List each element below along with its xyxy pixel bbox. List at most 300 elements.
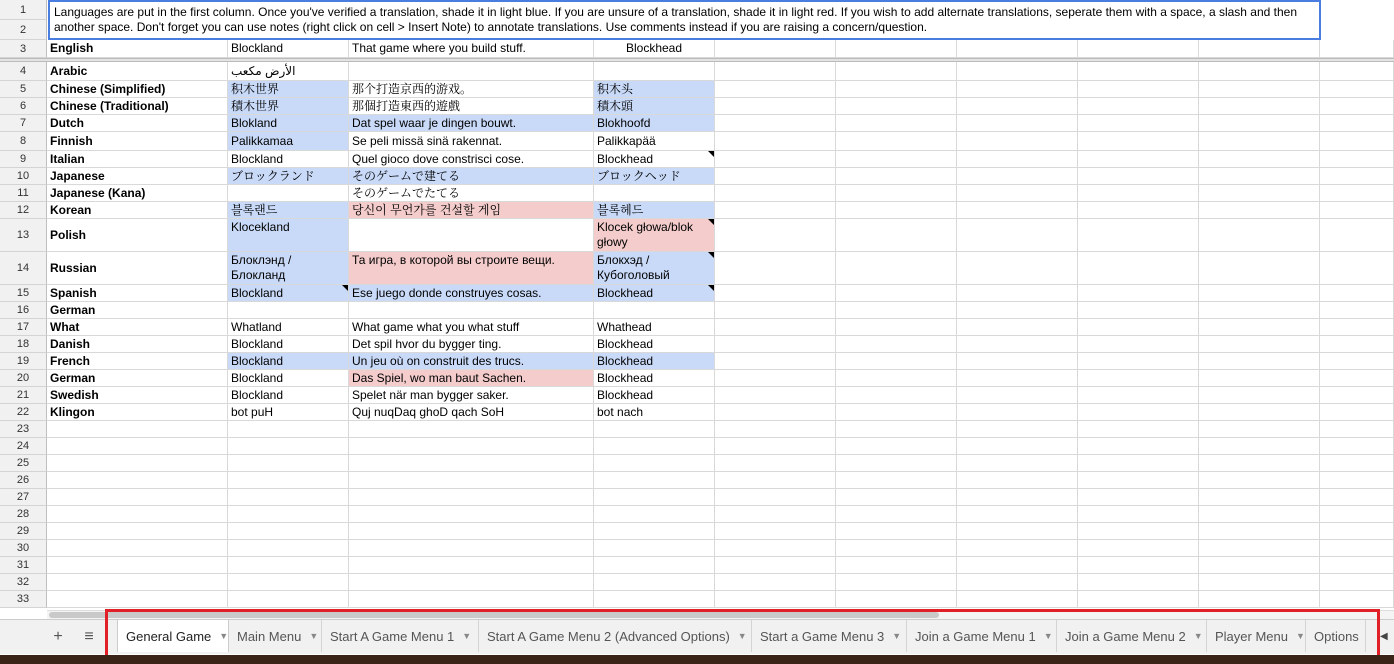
grid-cell[interactable] [715,40,836,58]
grid-cell[interactable] [957,387,1078,404]
grid-cell[interactable] [1320,185,1394,202]
grid-cell[interactable] [836,353,957,370]
row-header[interactable]: 33 [0,591,47,608]
grid-cell[interactable] [1320,98,1394,115]
grid-cell[interactable] [1320,557,1394,574]
game-name-cell[interactable]: Blockland [228,353,349,370]
grid-cell[interactable] [1199,336,1320,353]
grid-cell[interactable] [1199,168,1320,185]
grid-cell[interactable] [47,591,228,608]
row-header[interactable]: 31 [0,557,47,574]
language-cell[interactable]: Russian [47,252,228,285]
game-name-cell[interactable] [228,302,349,319]
description-cell[interactable]: Quel gioco dove constrisci cose. [349,151,594,168]
grid-cell[interactable] [1320,387,1394,404]
grid-cell[interactable] [957,506,1078,523]
row-header[interactable]: 28 [0,506,47,523]
description-cell[interactable]: 那个打造京西的游戏。 [349,81,594,98]
grid-cell[interactable] [836,370,957,387]
grid-cell[interactable] [957,540,1078,557]
tab-menu-chevron-down-icon[interactable]: ▼ [1193,631,1203,641]
grid-cell[interactable] [349,506,594,523]
grid-cell[interactable] [1320,40,1394,58]
grid-cell[interactable] [1078,252,1199,285]
language-cell[interactable]: Chinese (Traditional) [47,98,228,115]
row-header[interactable]: 15 [0,285,47,302]
tab-menu-chevron-down-icon[interactable]: ▼ [219,631,229,641]
game-name-cell[interactable]: bot puH [228,404,349,421]
grid-cell[interactable] [1320,285,1394,302]
grid-cell[interactable] [594,506,715,523]
language-cell[interactable]: German [47,370,228,387]
row-header[interactable]: 5 [0,81,47,98]
grid-cell[interactable] [1199,574,1320,591]
grid-cell[interactable] [957,455,1078,472]
grid-cell[interactable] [228,591,349,608]
grid-cell[interactable] [228,540,349,557]
player-name-cell[interactable]: Blockhead [594,353,715,370]
grid-cell[interactable] [957,472,1078,489]
grid-cell[interactable] [957,319,1078,336]
player-name-cell[interactable]: 積木頭 [594,98,715,115]
grid-cell[interactable] [1078,489,1199,506]
grid-cell[interactable] [715,353,836,370]
game-name-cell[interactable]: الأرض مكعب [228,62,349,81]
player-name-cell[interactable]: Blockhead [594,336,715,353]
add-sheet-icon[interactable]: + [53,628,63,645]
row-header[interactable]: 1 [0,0,47,20]
grid-cell[interactable] [715,252,836,285]
row-header[interactable]: 2 [0,20,47,40]
grid-cell[interactable] [1199,40,1320,58]
player-name-cell[interactable]: Blockhead [594,151,715,168]
grid-cell[interactable] [957,202,1078,219]
grid-cell[interactable] [715,421,836,438]
sheet-tab[interactable] [752,620,907,652]
grid-cell[interactable] [1199,506,1320,523]
grid-cell[interactable] [594,591,715,608]
grid-cell[interactable] [1320,219,1394,252]
grid-cell[interactable] [715,62,836,81]
row-header[interactable]: 23 [0,421,47,438]
game-name-cell[interactable]: Whatland [228,319,349,336]
game-name-cell[interactable]: Blockland [228,387,349,404]
row-header[interactable]: 21 [0,387,47,404]
grid-cell[interactable] [349,421,594,438]
description-cell[interactable]: Dat spel waar je dingen bouwt. [349,115,594,132]
grid-cell[interactable] [836,404,957,421]
instructions-banner[interactable]: Languages are put in the first column. Once you've verified a translation, shade it in light blue. If you are unsure of a translation, shade it in light red. If you wish to add alternate translations, seperate them with a space, a slash and then another space. Don't forget you can use notes (right click on cell > Insert Note) to annotate translations. Use comments instead if you are raising a concern/question. [48,0,1321,40]
row-header[interactable]: 16 [0,302,47,319]
row-header[interactable]: 22 [0,404,47,421]
grid-cell[interactable] [1320,370,1394,387]
grid-cell[interactable] [1320,591,1394,608]
grid-cell[interactable] [1320,523,1394,540]
grid-cell[interactable] [1320,62,1394,81]
grid-cell[interactable] [1199,387,1320,404]
language-cell[interactable]: English [47,40,228,58]
grid-cell[interactable] [594,557,715,574]
row-header[interactable]: 32 [0,574,47,591]
description-cell[interactable]: What game what you what stuff [349,319,594,336]
grid-cell[interactable] [836,455,957,472]
grid-cell[interactable] [836,523,957,540]
grid-cell[interactable] [957,591,1078,608]
grid-cell[interactable] [349,540,594,557]
sheet-tab[interactable] [229,620,322,652]
game-name-cell[interactable]: Klocekland [228,219,349,252]
grid-cell[interactable] [228,489,349,506]
grid-cell[interactable] [957,438,1078,455]
grid-cell[interactable] [1078,185,1199,202]
grid-cell[interactable] [1078,319,1199,336]
grid-cell[interactable] [228,506,349,523]
game-name-cell[interactable]: Blokland [228,115,349,132]
grid-cell[interactable] [715,557,836,574]
language-cell[interactable]: Swedish [47,387,228,404]
grid-cell[interactable] [1078,506,1199,523]
grid-cell[interactable] [715,168,836,185]
grid-cell[interactable] [1199,523,1320,540]
tab-menu-chevron-down-icon[interactable]: ▼ [1295,631,1305,641]
grid-cell[interactable] [228,472,349,489]
grid-cell[interactable] [1078,387,1199,404]
player-name-cell[interactable]: Blockhead [594,370,715,387]
grid-cell[interactable] [715,285,836,302]
grid-cell[interactable] [715,98,836,115]
all-sheets-icon[interactable]: ≡ [84,628,94,645]
grid-cell[interactable] [228,557,349,574]
grid-cell[interactable] [715,574,836,591]
description-cell[interactable] [349,219,594,252]
grid-cell[interactable] [1078,421,1199,438]
grid-cell[interactable] [836,302,957,319]
grid-cell[interactable] [957,353,1078,370]
player-name-cell[interactable]: Blockhead [594,285,715,302]
grid-cell[interactable] [957,252,1078,285]
grid-cell[interactable] [1320,404,1394,421]
row-header[interactable]: 4 [0,62,47,81]
grid-cell[interactable] [836,557,957,574]
grid-cell[interactable] [594,438,715,455]
description-cell[interactable]: 那個打造東西的遊戲 [349,98,594,115]
grid-cell[interactable] [1078,168,1199,185]
row-header[interactable]: 17 [0,319,47,336]
grid-cell[interactable] [715,438,836,455]
grid-cell[interactable] [1320,472,1394,489]
grid-cell[interactable] [715,319,836,336]
sheet-tab[interactable] [479,620,752,652]
player-name-cell[interactable]: Блокхэд / Кубоголовый [594,252,715,285]
grid-cell[interactable] [1199,421,1320,438]
grid-cell[interactable] [1320,489,1394,506]
description-cell[interactable] [349,62,594,81]
description-cell[interactable]: Та игра, в которой вы строите вещи. [349,252,594,285]
grid-cell[interactable] [1078,523,1199,540]
grid-cell[interactable] [836,168,957,185]
grid-cell[interactable] [715,591,836,608]
grid-cell[interactable] [957,185,1078,202]
grid-cell[interactable] [1199,540,1320,557]
description-cell[interactable]: そのゲームで建てる [349,168,594,185]
grid-cell[interactable] [349,489,594,506]
game-name-cell[interactable]: Блоклэнд / Блокланд [228,252,349,285]
grid-cell[interactable] [1078,285,1199,302]
game-name-cell[interactable]: 블록랜드 [228,202,349,219]
language-cell[interactable]: German [47,302,228,319]
grid-cell[interactable] [47,438,228,455]
row-header[interactable]: 19 [0,353,47,370]
row-header[interactable]: 24 [0,438,47,455]
grid-cell[interactable] [715,489,836,506]
grid-cell[interactable] [594,523,715,540]
grid-cell[interactable] [1078,353,1199,370]
language-cell[interactable]: Japanese [47,168,228,185]
row-header[interactable]: 27 [0,489,47,506]
sheet-tab[interactable] [1057,620,1207,652]
grid-cell[interactable] [1199,62,1320,81]
grid-cell[interactable] [1078,557,1199,574]
description-cell[interactable]: Das Spiel, wo man baut Sachen. [349,370,594,387]
grid-cell[interactable] [836,421,957,438]
grid-cell[interactable] [228,574,349,591]
grid-cell[interactable] [715,151,836,168]
grid-cell[interactable] [349,438,594,455]
grid-cell[interactable] [836,132,957,151]
player-name-cell[interactable]: ブロックヘッド [594,168,715,185]
grid-cell[interactable] [1199,81,1320,98]
grid-cell[interactable] [228,455,349,472]
grid-cell[interactable] [1199,472,1320,489]
language-cell[interactable]: French [47,353,228,370]
tab-menu-chevron-down-icon[interactable]: ▼ [462,631,472,641]
grid-cell[interactable] [1199,202,1320,219]
grid-cell[interactable] [1199,557,1320,574]
grid-cell[interactable] [1078,81,1199,98]
grid-cell[interactable] [715,336,836,353]
language-cell[interactable]: Korean [47,202,228,219]
grid-cell[interactable] [957,115,1078,132]
grid-cell[interactable] [47,421,228,438]
grid-cell[interactable] [228,438,349,455]
grid-cell[interactable] [1078,219,1199,252]
grid-cell[interactable] [594,540,715,557]
grid-cell[interactable] [957,370,1078,387]
grid-cell[interactable] [836,472,957,489]
row-header[interactable]: 14 [0,252,47,285]
player-name-cell[interactable]: 블록헤드 [594,202,715,219]
grid-cell[interactable] [957,132,1078,151]
grid-cell[interactable] [349,591,594,608]
sheet-tab[interactable] [117,620,229,652]
grid-cell[interactable] [957,81,1078,98]
grid-cell[interactable] [715,202,836,219]
grid-cell[interactable] [47,489,228,506]
grid-cell[interactable] [715,455,836,472]
grid-cell[interactable] [836,202,957,219]
grid-cell[interactable] [1199,219,1320,252]
row-header[interactable]: 18 [0,336,47,353]
grid-cell[interactable] [836,489,957,506]
grid-cell[interactable] [715,219,836,252]
row-header[interactable]: 8 [0,132,47,151]
description-cell[interactable]: Det spil hvor du bygger ting. [349,336,594,353]
grid-cell[interactable] [47,523,228,540]
grid-cell[interactable] [836,151,957,168]
description-cell[interactable]: そのゲームでたてる [349,185,594,202]
grid-cell[interactable] [1320,202,1394,219]
grid-cell[interactable] [1199,252,1320,285]
player-name-cell[interactable]: Klocek głowa/blok głowy [594,219,715,252]
sheet-tab[interactable] [322,620,479,652]
grid-cell[interactable] [1078,98,1199,115]
description-cell[interactable]: Un jeu où on construit des trucs. [349,353,594,370]
grid-cell[interactable] [1078,62,1199,81]
row-header[interactable]: 30 [0,540,47,557]
player-name-cell[interactable] [594,302,715,319]
language-cell[interactable]: What [47,319,228,336]
grid-cell[interactable] [715,185,836,202]
grid-cell[interactable] [836,219,957,252]
grid-cell[interactable] [1199,285,1320,302]
grid-cell[interactable] [957,557,1078,574]
grid-cell[interactable] [1199,353,1320,370]
grid-cell[interactable] [715,506,836,523]
grid-cell[interactable] [1199,319,1320,336]
row-header[interactable]: 10 [0,168,47,185]
row-header[interactable]: 9 [0,151,47,168]
grid-cell[interactable] [836,40,957,58]
grid-cell[interactable] [715,370,836,387]
game-name-cell[interactable]: Blockland [228,370,349,387]
grid-cell[interactable] [957,523,1078,540]
grid-cell[interactable] [1078,574,1199,591]
description-cell[interactable]: Quj nuqDaq ghoD qach SoH [349,404,594,421]
grid-cell[interactable] [1320,540,1394,557]
grid-cell[interactable] [1199,370,1320,387]
language-cell[interactable]: Finnish [47,132,228,151]
grid-cell[interactable] [1078,115,1199,132]
description-cell[interactable]: Spelet när man bygger saker. [349,387,594,404]
grid-cell[interactable] [349,472,594,489]
grid-cell[interactable] [1320,438,1394,455]
language-cell[interactable]: Chinese (Simplified) [47,81,228,98]
grid-cell[interactable] [957,62,1078,81]
language-cell[interactable]: Danish [47,336,228,353]
game-name-cell[interactable]: Blockland [228,336,349,353]
grid-cell[interactable] [1199,302,1320,319]
grid-cell[interactable] [1199,489,1320,506]
grid-cell[interactable] [349,557,594,574]
grid-cell[interactable] [957,336,1078,353]
row-header[interactable]: 13 [0,219,47,252]
grid-cell[interactable] [957,219,1078,252]
grid-cell[interactable] [1320,455,1394,472]
grid-cell[interactable] [228,421,349,438]
grid-cell[interactable] [1199,404,1320,421]
grid-cell[interactable] [715,115,836,132]
grid-cell[interactable] [957,302,1078,319]
tab-menu-chevron-down-icon[interactable]: ▼ [1043,631,1053,641]
grid-cell[interactable] [836,62,957,81]
grid-cell[interactable] [836,540,957,557]
game-name-cell[interactable]: 积木世界 [228,81,349,98]
grid-cell[interactable] [1320,132,1394,151]
description-cell[interactable] [349,302,594,319]
grid-cell[interactable] [594,489,715,506]
grid-cell[interactable] [1199,591,1320,608]
grid-cell[interactable] [1199,151,1320,168]
description-cell[interactable]: Se peli missä sinä rakennat. [349,132,594,151]
grid-cell[interactable] [47,574,228,591]
grid-cell[interactable] [1078,438,1199,455]
grid-cell[interactable] [836,115,957,132]
grid-cell[interactable] [836,387,957,404]
player-name-cell[interactable] [594,62,715,81]
row-header[interactable]: 25 [0,455,47,472]
grid-cell[interactable] [1320,574,1394,591]
row-header[interactable]: 3 [0,40,47,58]
grid-cell[interactable] [836,591,957,608]
language-cell[interactable]: Dutch [47,115,228,132]
grid-cell[interactable] [836,252,957,285]
grid-cell[interactable] [715,387,836,404]
player-name-cell[interactable]: bot nach [594,404,715,421]
grid-cell[interactable] [1199,438,1320,455]
description-cell[interactable]: That game where you build stuff. [349,40,594,58]
grid-cell[interactable] [1320,421,1394,438]
grid-cell[interactable] [957,404,1078,421]
grid-cell[interactable] [1078,132,1199,151]
grid-cell[interactable] [1078,151,1199,168]
grid-cell[interactable] [836,574,957,591]
grid-cell[interactable] [715,523,836,540]
grid-cell[interactable] [1320,115,1394,132]
grid-cell[interactable] [1078,40,1199,58]
sheet-tab[interactable] [907,620,1057,652]
grid-cell[interactable] [715,540,836,557]
grid-cell[interactable] [1078,540,1199,557]
grid-cell[interactable] [1199,455,1320,472]
grid-cell[interactable] [1320,319,1394,336]
row-header[interactable]: 26 [0,472,47,489]
grid-cell[interactable] [1199,98,1320,115]
grid-cell[interactable] [957,574,1078,591]
grid-cell[interactable] [47,472,228,489]
grid-cell[interactable] [1320,252,1394,285]
language-cell[interactable]: Spanish [47,285,228,302]
grid-cell[interactable] [47,455,228,472]
grid-cell[interactable] [47,540,228,557]
player-name-cell[interactable]: Palikkapää [594,132,715,151]
grid-cell[interactable] [1078,202,1199,219]
grid-cell[interactable] [715,132,836,151]
language-cell[interactable]: Italian [47,151,228,168]
grid-cell[interactable] [836,185,957,202]
game-name-cell[interactable]: ブロックランド [228,168,349,185]
grid-cell[interactable] [957,98,1078,115]
grid-cell[interactable] [836,285,957,302]
row-header[interactable]: 11 [0,185,47,202]
language-cell[interactable]: Klingon [47,404,228,421]
player-name-cell[interactable]: 积木头 [594,81,715,98]
grid-cell[interactable] [349,455,594,472]
game-name-cell[interactable]: Palikkamaa [228,132,349,151]
grid-cell[interactable] [836,81,957,98]
grid-cell[interactable] [1320,168,1394,185]
grid-cell[interactable] [47,557,228,574]
grid-cell[interactable] [1320,353,1394,370]
